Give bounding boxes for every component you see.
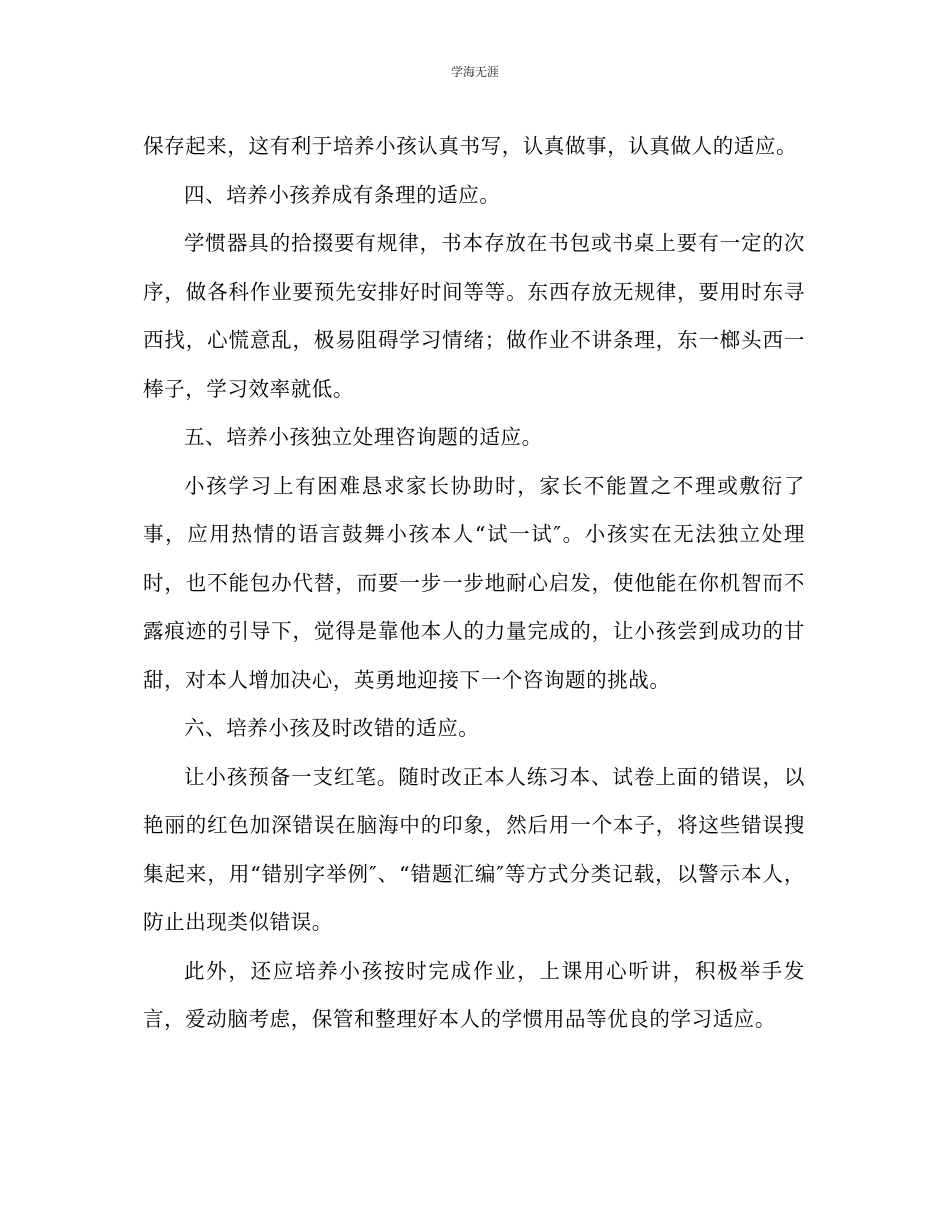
section-heading-5: 五、培养小孩独立处理咨询题的适应。 xyxy=(184,425,543,449)
paragraph: 让小孩预备一支红笔。随时改正本人练习本、试卷上面的错误，以艳丽的红色加深错误在脑海中的印象，然后用一个本子，将这些错误搜集起来，用“错别字举例″、“错题汇编″等方式分类记载，以警示本人，防止出现类似错误。 xyxy=(143,764,805,934)
paragraph-continuation: 保存起来，这有利于培养小孩认真书写，认真做事，认真做人的适应。 xyxy=(143,134,798,158)
paragraph: 学惯器具的拾掇要有规律，书本存放在书包或书桌上要有一定的次序，做各科作业要预先安排好时间等等。东西存放无规律，要用时东寻西找，心慌意乱，极易阻碍学习情绪；做作业不讲条理，东一榔头西一棒子，学习效率就低。 xyxy=(143,231,805,401)
section-heading-6: 六、培养小孩及时改错的适应。 xyxy=(184,716,480,740)
section-heading-4: 四、培养小孩养成有条理的适应。 xyxy=(184,182,501,207)
paragraph: 小孩学习上有困难恳求家长协助时，家长不能置之不理或敷衍了事，应用热情的语言鼓舞小孩本人“试一试″。小孩实在无法独立处理时，也不能包办代替，而要一步一步地耐心启发，使他能在你机智而不露痕迹的引导下，觉得是靠他本人的力量完成的，让小孩尝到成功的甘甜，对本人增加决心，英勇地迎接下一个咨询题的挑战。 xyxy=(143,473,805,692)
page-header: 学海无涯 xyxy=(450,65,499,79)
paragraph-conclusion: 此外，还应培养小孩按时完成作业，上课用心听讲，积极举手发言，爱动脑考虑，保管和整理好本人的学惯用品等优良的学习适应。 xyxy=(143,958,805,1031)
document-body xyxy=(143,122,805,1044)
